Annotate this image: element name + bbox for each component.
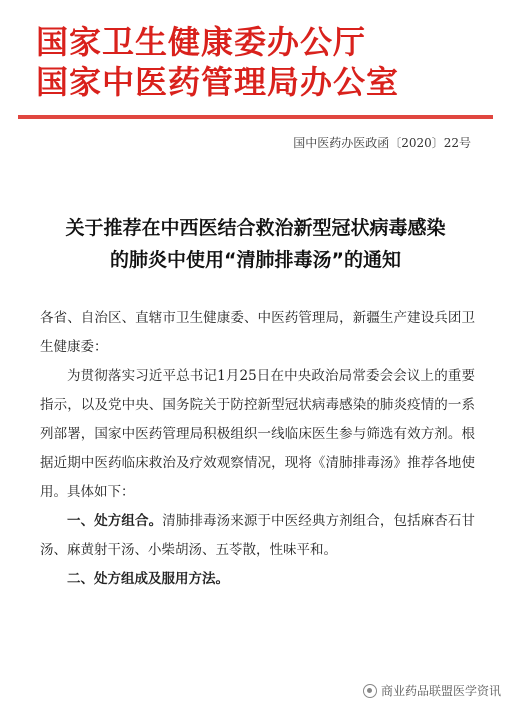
document-title xyxy=(0,212,511,276)
title-line-1: 关于推荐在中西医结合救治新型冠状病毒感染 xyxy=(65,217,446,239)
document-body xyxy=(40,304,475,594)
red-divider xyxy=(18,115,493,119)
issuer-header xyxy=(36,22,399,102)
watermark-text: 商业药品联盟医学资讯 xyxy=(380,684,501,698)
section-2 xyxy=(40,565,475,594)
title-line-2: 的肺炎中使用“清肺排毒汤”的通知 xyxy=(110,249,401,271)
paragraph-intro: 为贯彻落实习近平总书记1月25日在中央政治局常委会会议上的重要指示，以及党中央、国务院关于防控新型冠状病毒感染的肺炎疫情的一系列部署，国家中医药管理局积极组织一线临床医生参与筛选有效方剂。根据近期中医药临床救治及疗效观察情况，现将《清肺排毒汤》推荐各地使用。具体如下： xyxy=(40,368,475,500)
section-1 xyxy=(40,507,475,565)
salutation: 各省、自治区、直辖市卫生健康委、中医药管理局，新疆生产建设兵团卫生健康委： xyxy=(40,310,475,355)
document-number: 国中医药办医政函〔2020〕22号 xyxy=(293,136,471,150)
wechat-icon xyxy=(363,684,377,698)
issuer-line-1: 国家卫生健康委办公厅 xyxy=(36,23,367,61)
section-1-text: 清肺排毒汤来源于中医经典方剂组合，包括麻杏石甘汤、麻黄射干汤、小柴胡汤、五苓散，性味平和。 xyxy=(40,513,476,558)
section-1-heading: 一、处方组合。 xyxy=(67,513,163,529)
issuer-line-2: 国家中医药管理局办公室 xyxy=(36,63,400,101)
section-2-heading: 二、处方组成及服用方法。 xyxy=(67,571,229,587)
watermark xyxy=(359,680,505,701)
